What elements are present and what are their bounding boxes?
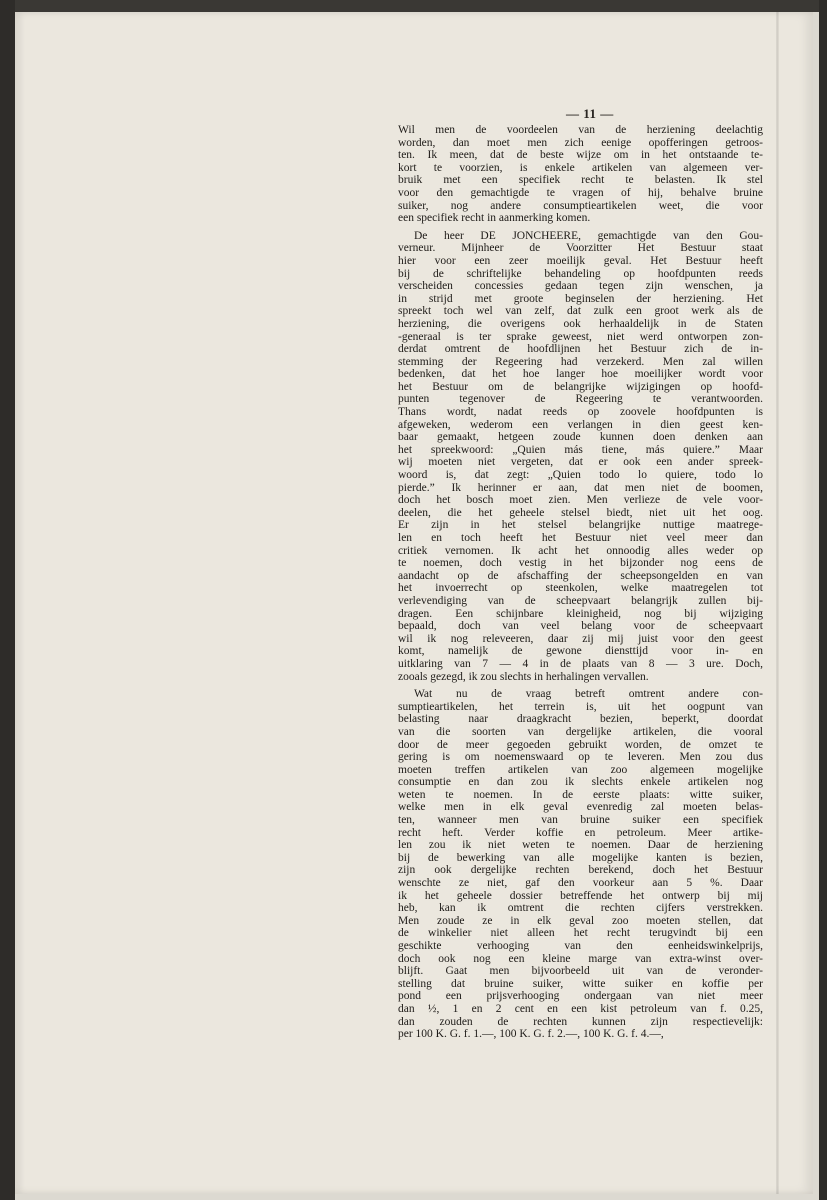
text-line: te noemen, doch vestig in het bijzonder nog eens de xyxy=(398,557,763,570)
text-line: ten. Ik meen, dat de beste wijze om in het ontstaande te- xyxy=(398,149,763,162)
text-line: zijn ook dergelijke rechten berekend, doch het Bestuur xyxy=(398,864,763,877)
text-line: woord is, dat zegt: „Quien todo lo quiere, todo lo xyxy=(398,469,763,482)
text-line: critiek vernomen. Ik acht het onnoodig alles weder op xyxy=(398,544,763,557)
text-line: een specifiek recht in aanmerking komen. xyxy=(398,212,591,225)
text-line: -generaal is ter sprake geweest, niet werd ontworpen zon- xyxy=(398,330,763,343)
text-line: worden, dan moet men zich eenige opofferingen getroos- xyxy=(398,136,763,149)
page-number: — 11 — xyxy=(566,106,614,121)
text-line: de winkelier niet alleen het recht terugvindt bij een xyxy=(398,927,763,940)
text-line: De heer DE JONCHEERE, gemachtigde van den Gou- xyxy=(414,229,763,242)
text-line: suiker, nog andere consumptieartikelen weet, die voor xyxy=(398,199,763,212)
text-line: komt, namelijk de gewone diensttijd voor in- en xyxy=(398,645,763,658)
text-line: verlevendiging van de scheepvaart belangrijk zullen bij- xyxy=(398,594,763,607)
text-line: wil ik nog releveeren, daar zij mij juist voor den geest xyxy=(398,632,763,645)
text-line: spreekt toch wel van zelf, dat zulk een groot werk als de xyxy=(398,305,763,318)
text-line: pond een prijsverhooging ondergaan van niet meer xyxy=(398,990,763,1003)
text-line: herziening, die overigens ook herhaaldelijk in de Staten xyxy=(398,317,763,330)
text-line: wij moeten niet vergeten, dat er ook een ander spreek- xyxy=(398,456,763,469)
text-line: pierde.” Ik herinner er aan, dat men niet de boomen, xyxy=(398,481,763,494)
text-line: hier voor een zeer moeilijk geval. Het Bestuur heeft xyxy=(398,254,763,267)
text-line: kort te voorzien, is enkele artikelen van algemeen ver- xyxy=(398,161,763,174)
text-line: moeten treffen artikelen van zoo algemeen mogelijke xyxy=(398,763,763,776)
text-line: baar gemaakt, hetgeen zoude kunnen doen denken aan xyxy=(398,431,763,444)
text-line: bepaald, doch van veel belang voor de scheepvaart xyxy=(398,620,763,633)
text-line: len zou ik niet weten te noemen. Daar de herziening xyxy=(398,839,763,852)
text-line: het spreekwoord: „Quien más tiene, más quiere.” Maar xyxy=(398,443,763,456)
text-line: in strijd met groote beginselen der herziening. Het xyxy=(398,292,763,305)
paragraph xyxy=(398,124,763,225)
text-line: gering is om noemenswaard op te leveren. Men zou dus xyxy=(398,751,763,764)
text-line: welke men in elk geval evenredig zal moeten belas- xyxy=(398,801,763,814)
text-line: ik het geheele dossier betreffende het ontwerp bij mij xyxy=(398,889,763,902)
body-text xyxy=(398,124,763,1041)
text-line: blijft. Gaat men bijvoorbeeld uit van de veronder- xyxy=(398,965,763,978)
scan-border-top xyxy=(0,0,827,12)
text-line: dan ½, 1 en 2 cent en een kist petroleum van f. 0.25, xyxy=(398,1002,763,1015)
text-line: Wil men de voordeelen van de herziening deelachtig xyxy=(398,124,763,136)
text-line: stelling dat bruine suiker, witte suiker en koffie per xyxy=(398,977,763,990)
text-line: aandacht op de afschaffing der scheepsongelden en van xyxy=(398,569,763,582)
text-line: consumptie en dan zou ik slechts enkele artikelen nog xyxy=(398,776,763,789)
text-line: verscheiden concessies gedaan tegen zijn wenschen, ja xyxy=(398,280,763,293)
text-line: uitklaring van 7 — 4 in de plaats van 8 — 3 ure. Doch, xyxy=(398,657,763,670)
text-line: geschikte verhooging van den eenheidswinkelprijs, xyxy=(398,940,763,952)
text-line: punten tegenover de Regeering te verantwoorden. xyxy=(398,393,763,406)
text-line: derdat omtrent de hoofdlijnen het Bestuur zich de in- xyxy=(398,343,763,356)
text-line: Men zoude ze in elk geval zoo moeten stellen, dat xyxy=(398,914,763,927)
text-line: Thans wordt, nadat reeds op zoovele hoofdpunten is xyxy=(398,406,763,419)
text-line: deelen, die het geheele stelsel biedt, niet uit het oog. xyxy=(398,506,763,519)
text-line: bedenken, dat het hoe langer hoe moeilijker wordt voor xyxy=(398,368,763,381)
text-line: bij de bewerking van alle mogelijke kanten is bezien, xyxy=(398,851,763,864)
text-line: recht heft. Verder koffie en petroleum. Meer artike- xyxy=(398,826,763,839)
text-line: len en toch heeft het Bestuur niet veel meer dan xyxy=(398,532,763,544)
text-line: per 100 K. G. f. 1.—, 100 K. G. f. 2.—, 100 K. G. f. 4.—, xyxy=(398,1028,664,1041)
text-line: dan zouden de rechten kunnen zijn respectievelijk: xyxy=(398,1015,763,1028)
text-line: wenschte ze niet, gaf den voorkeur aan 5 %. Daar xyxy=(398,877,763,890)
page-fold xyxy=(776,12,779,1194)
text-line: stemming der Regeering had verzekerd. Men zal willen xyxy=(398,355,763,368)
text-line: het invoerrecht op steenkolen, welke maatregelen tot xyxy=(398,582,763,595)
text-line: doch het bosch moet zien. Men verlieze de vele voor- xyxy=(398,494,763,507)
text-line: zooals gezegd, ik zou slechts in herhalingen vervallen. xyxy=(398,670,649,683)
text-line: bij de schriftelijke behandeling op hoofdpunten reeds xyxy=(398,267,763,280)
paragraph xyxy=(398,230,763,683)
text-line: heb, kan ik omtrent die rechten cijfers verstrekken. xyxy=(398,902,763,915)
text-line: van die soorten van dergelijke artikelen, die vooral xyxy=(398,725,763,738)
text-line: belasting naar draagkracht bezien, beperkt, doordat xyxy=(398,713,763,726)
text-line: het Bestuur om de belangrijke wijzigingen op hoofd- xyxy=(398,380,763,393)
text-line: doch ook nog een kleine marge van extra-winst over- xyxy=(398,952,763,965)
text-line: weten te noemen. In de eerste plaats: witte suiker, xyxy=(398,788,763,801)
text-line: sumptieartikelen, het terrein is, uit het oogpunt van xyxy=(398,700,763,713)
text-line: voor den gemachtigde te vragen of hij, behalve bruine xyxy=(398,186,763,199)
text-line: bruik met een specifiek recht te belasten. Ik stel xyxy=(398,174,763,187)
text-line: verneur. Mijnheer de Voorzitter Het Bestuur staat xyxy=(398,242,763,255)
text-line: ten, wanneer men van bruine suiker een specifiek xyxy=(398,814,763,827)
scan-border-left xyxy=(0,0,15,1200)
text-line: Er zijn in het stelsel belangrijke nuttige maatrege- xyxy=(398,519,763,532)
paragraph xyxy=(398,688,763,1041)
text-line: afgeweken, wederom een verlangen in dien geest ken- xyxy=(398,418,763,431)
text-line: door de meer gegoeden gebruikt worden, de omzet te xyxy=(398,738,763,751)
text-line: Wat nu de vraag betreft omtrent andere con- xyxy=(414,688,763,701)
text-line: dragen. Een schijnbare kleinigheid, nog bij wijziging xyxy=(398,607,763,620)
scan-border-right xyxy=(819,0,827,1200)
